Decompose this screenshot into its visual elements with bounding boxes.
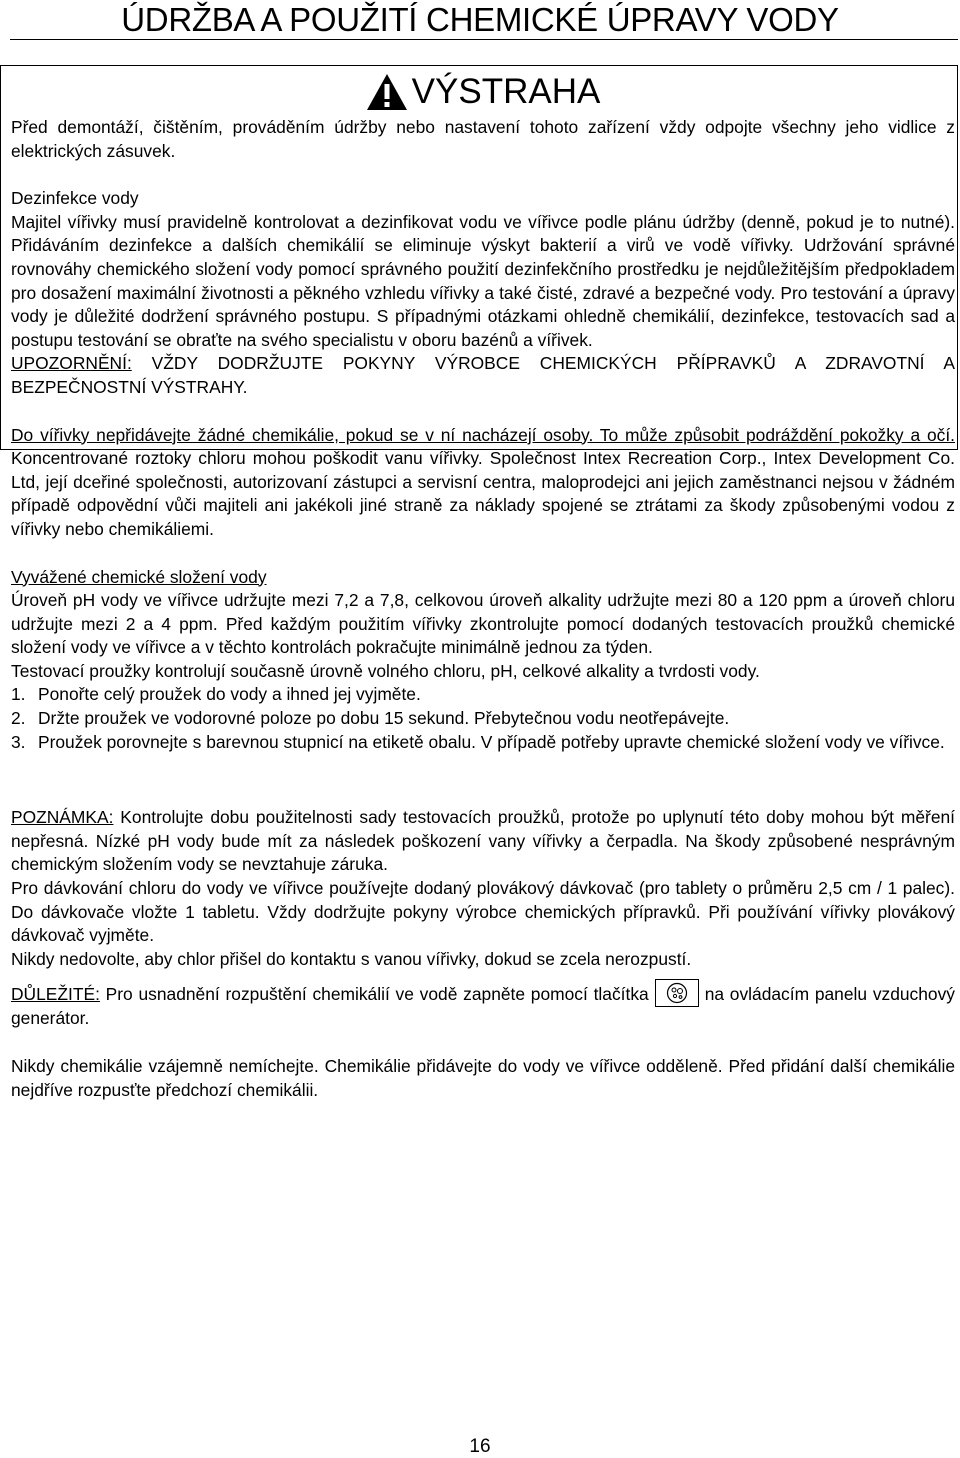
caution-text: VŽDY DODRŽUJTE POKYNY VÝROBCE CHEMICKÝCH PŘÍPRAVKŮ A ZDRAVOTNÍ A BEZPEČNOSTNÍ VÝSTRAHY.	[11, 353, 955, 397]
caution-paragraph	[11, 352, 955, 399]
warning-triangle-icon	[366, 73, 408, 111]
balance-body: Úroveň pH vody ve vířivce udržujte mezi 7,2 a 7,8, celkovou úroveň alkality udržujte mezi 80 a 120 ppm a úroveň chloru udržujte mezi 2 a 4 ppm. Před každým použitím vířivky zkontrolujte pomocí dodaných testovacích proužků chemické složení vody ve vířivce a v těchto kontrolách pokračujte minimálně jednou za týden.	[11, 590, 955, 658]
important-label: DŮLEŽITÉ:	[11, 984, 100, 1005]
list-item: 1. Ponořte celý proužek do vody a ihned jej vyjměte.	[11, 684, 421, 705]
bubble-button-icon	[655, 979, 699, 1007]
important-text-before: Pro usnadnění rozpuštění chemikálií ve vodě zapněte pomocí tlačítka	[99, 984, 649, 1005]
caution-label: UPOZORNĚNÍ:	[11, 353, 132, 374]
chemicals-warning-text: Koncentrované roztoky chloru mohou poškodit vanu vířivky. Společnost Intex Recreation Corp., Intex Development Co. Ltd, její dceřiné společnosti, autorizovaní zástupci a servisní centra, maloprodejci ani jejich zaměstnanci nejsou v žádném případě odpovědní vůči majiteli ani jakékoli jiné straně za náklady spojené se ztrátami za škody způsobenými vodou z vířivky nebo chemikáliemi.	[11, 448, 955, 539]
main-content	[11, 68, 955, 1102]
test-strips-text: Testovací proužky kontrolují současně úrovně volného chloru, pH, celkové alkality a tvrdosti vody.	[11, 660, 760, 681]
balance-heading: Vyvážené chemické složení vody	[11, 566, 267, 587]
page-number: 16	[469, 1436, 491, 1457]
disinfection-body: Majitel vířivky musí pravidelně kontrolovat a dezinfikovat vodu ve vířivce podle plánu údržby (denně, pokud je to nutné). Přidáváním dezinfekce a dalších chemikálií se eliminuje výskyt bakterií a virů ve vodě vířivky. Udržování správné rovnováhy chemického složení vody pomocí správného použití dezinfekčního prostředku je nejdůležitějším předpokladem pro dosažení maximální životnosti a pěkného vzhledu vířivky a také čisté, zdravé a bezpečné vody. Pro testování a úpravy vody je důležité dodržení správného postupu. S případnými otázkami ohledně chemikálií, dezinfekce, testovacích sad a postupu testování se obraťte na svého specialistu v oboru bazénů a vířivek.	[11, 211, 955, 350]
never-contact-text: Nikdy nedovolte, aby chlor přišel do kontaktu s vanou vířivky, dokud se zcela nerozpustí.	[11, 948, 692, 969]
title-underline	[10, 39, 958, 40]
test-steps-list	[11, 683, 955, 754]
chemicals-warning	[11, 424, 955, 542]
note-paragraph	[11, 806, 955, 877]
list-item: 3. Proužek porovnejte s barevnou stupnicí na etiketě obalu. V případě potřeby upravte chemické složení vody ve vířivce.	[11, 731, 945, 752]
important-paragraph	[11, 979, 955, 1031]
disinfection-heading: Dezinfekce vody	[11, 188, 139, 209]
dosing-text: Pro dávkování chloru do vody ve vířivce používejte dodaný plovákový dávkovač (pro tablety o průměru 2,5 cm / 1 palec). Do dávkovače vložte 1 tabletu. Vždy dodržujte pokyny výrobce chemických přípravků. Při používání vířivky plovákový dávkovač vyjměte.	[11, 878, 955, 946]
important-text-after: na ovládacím panelu vzduchový generátor.	[11, 984, 955, 1029]
list-item: 2. Držte proužek ve vodorovné poloze po dobu 15 sekund. Přebytečnou vodu neotřepávejte.	[11, 708, 730, 729]
note-text: Kontrolujte dobu použitelnosti sady testovacích proužků, protože po uplynutí této doby mohou být měření nepřesná. Nízké pH vody bude mít za následek poškození vany vířivky a čerpadla. Na škody způsobené nesprávným chemickým složením vody se nevztahuje záruka.	[11, 807, 955, 875]
warning-text: Před demontáží, čištěním, prováděním údržby nebo nastavení tohoto zařízení vždy odpojte všechny jeho vidlice z elektrických zásuvek.	[11, 117, 955, 161]
warning-heading	[11, 68, 955, 116]
page-title: ÚDRŽBA A POUŽITÍ CHEMICKÉ ÚPRAVY VODY	[121, 1, 839, 38]
final-text: Nikdy chemikálie vzájemně nemíchejte. Chemikálie přidávejte do vody ve vířivce odděleně. Před přidání další chemikálie nejdříve rozpusťte předchozí chemikálii.	[11, 1056, 955, 1100]
chemicals-warning-underlined: Do vířivky nepřidávejte žádné chemikálie, pokud se v ní nacházejí osoby. To může způsobit podráždění pokožky a očí.	[11, 424, 955, 445]
note-label: POZNÁMKA:	[11, 807, 114, 828]
warning-heading-text: VÝSTRAHA	[411, 72, 601, 111]
